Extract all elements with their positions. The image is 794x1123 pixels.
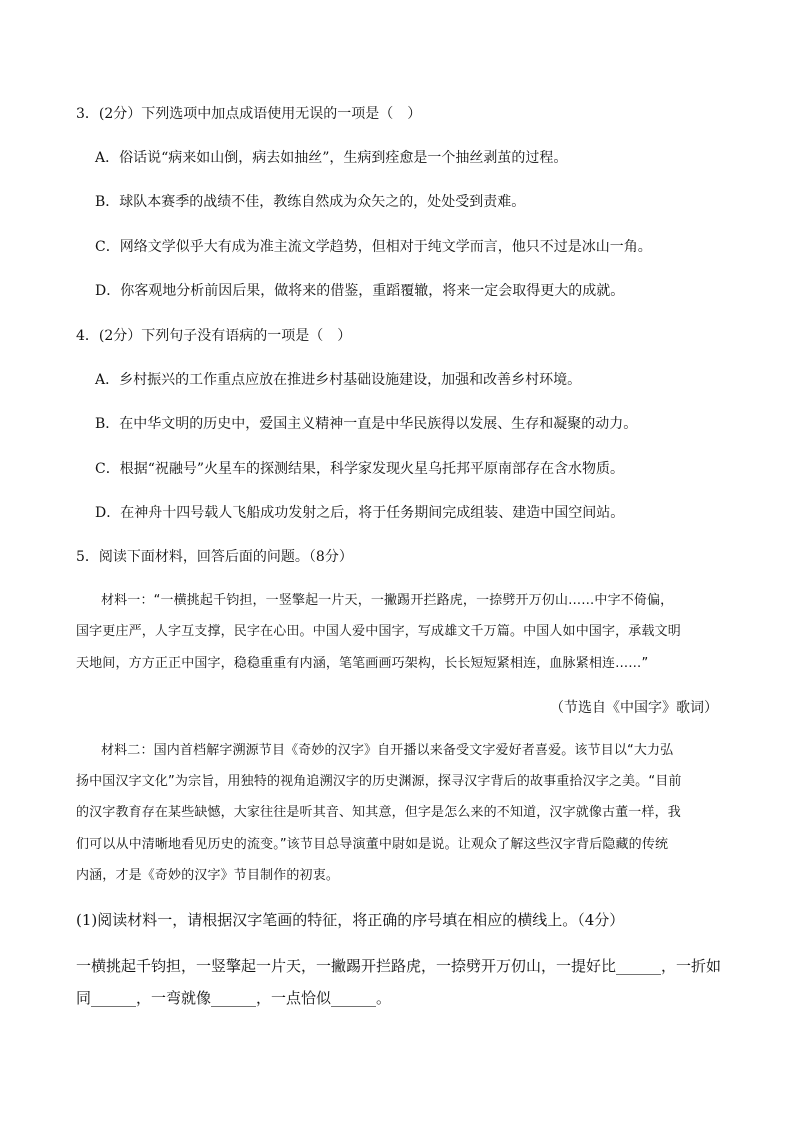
material-2-line: 内涵，才是《奇妙的汉字》节目制作的初衷。 [76,868,340,883]
sub-question-1-fill-line: 同______，一弯就像______，一点恰似______。 [76,989,392,1007]
material-1-line: 天地间，方方正正中国字，稳稳重重有内涵，笔笔画画巧架构，长长短短紧相连，血脉紧相连……” [76,656,649,671]
material-2-line: 的汉字教育存在某些缺憾，大家往往是听其音、知其意，但字是怎么来的不知道，汉字就像古董一样，我 [76,805,681,820]
material-1-line: 材料一：“一横挑起千钧担，一竖擎起一片天，一撇踢开拦路虎，一捺劈开万仞山……中字不倚偏， [101,593,674,608]
material-2-line: 扬中国汉字文化”为宗旨，用独特的视角追溯汉字的历史渊源，探寻汉字背后的故事重拾汉字之美。“目前 [76,774,682,789]
question-4-stem: 4．(2分）下列句子没有语病的一项是（ ） [76,328,352,344]
question-3-stem: 3．(2分）下列选项中加点成语使用无误的一项是（ ） [76,106,422,122]
material-1-line: 国字更庄严，人字互支撑，民字在心田。中国人爱中国字，写成雄文千万篇。中国人如中国字，承载文明 [76,624,681,639]
question-4-option-b: B．在中华文明的历史中，爱国主义精神一直是中华民族得以发展、生存和凝聚的动力。 [95,416,638,432]
question-4-option-d: D．在神舟十四号载人飞船成功发射之后，将于任务期间完成组装、建造中国空间站。 [95,505,625,521]
sub-question-1-prompt: (1)阅读材料一，请根据汉字笔画的特征，将正确的序号填在相应的横线上。（4分） [76,911,625,929]
material-2-line: 材料二：国内首档解字溯源节目《奇妙的汉字》自开播以来备受文字爱好者喜爱。该节目以“大力弘 [101,743,674,758]
question-3-option-d: D．你客观地分析前因后果，做将来的借鉴，重蹈覆辙，将来一定会取得更大的成就。 [95,283,625,299]
question-4-option-c: C．根据“祝融号”火星车的探测结果，科学家发现火星乌托邦平原南部存在含水物质。 [95,461,625,477]
question-4-option-a: A．乡村振兴的工作重点应放在推进乡村基础设施建设，加强和改善乡村环境。 [95,372,582,388]
question-3-option-c: C．网络文学似乎大有成为准主流文学趋势，但相对于纯文学而言，他只不过是冰山一角。 [95,239,652,255]
material-1-source: （节选自《中国字》歌词） [550,700,718,716]
question-3-option-a: A．俗话说“病来如山倒，病去如抽丝”，生病到痊愈是一个抽丝剥茧的过程。 [95,150,568,166]
sub-question-1-fill-line: 一横挑起千钧担，一竖擎起一片天，一撇踢开拦路虎，一捺劈开万仞山，一提好比______，一折如 [76,957,722,975]
question-3-option-b: B．球队本赛季的战绩不佳，教练自然成为众矢之的，处处受到责难。 [95,194,526,210]
question-5-stem: 5．阅读下面材料，回答后面的问题。（8分） [76,549,353,565]
material-2-line: 们可以从中清晰地看见历史的流变。”该节目总导演董中尉如是说。让观众了解这些汉字背后隐藏的传统 [76,837,669,852]
